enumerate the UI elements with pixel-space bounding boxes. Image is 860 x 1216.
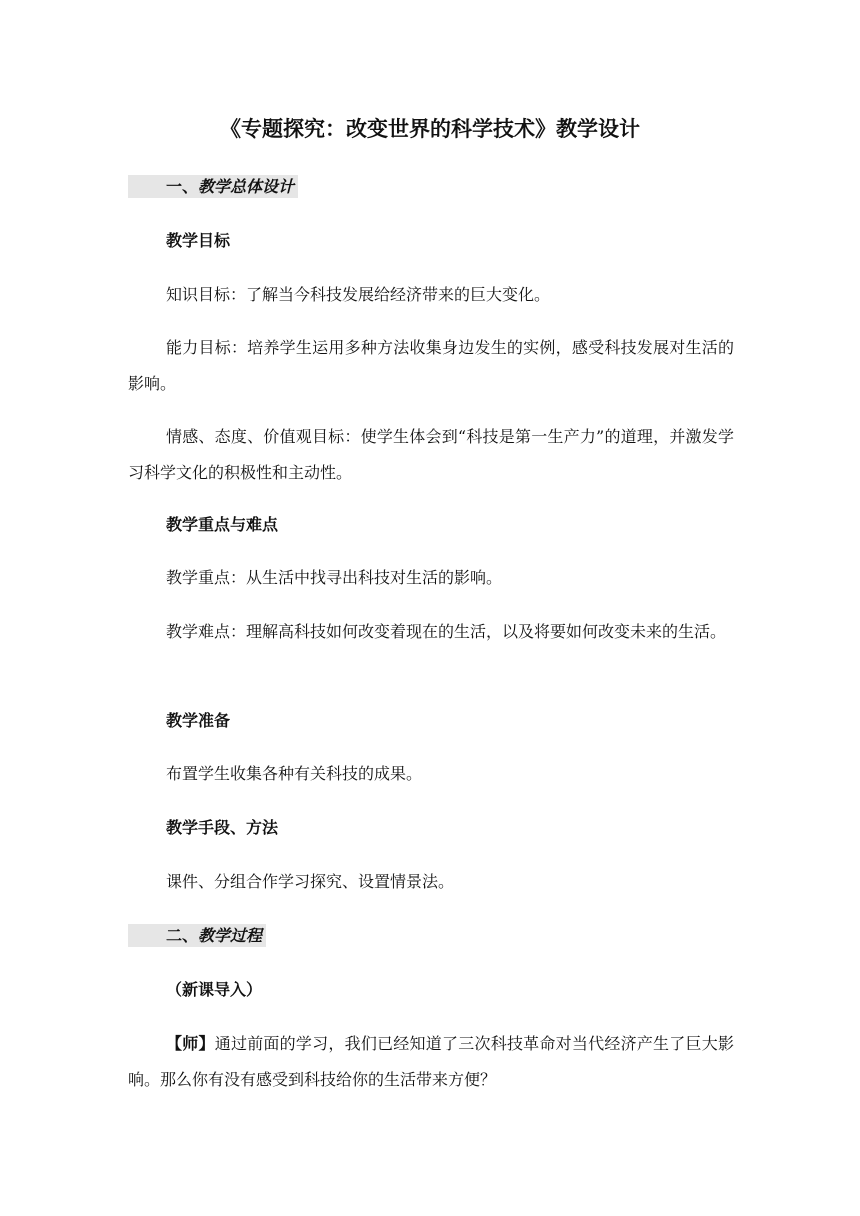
heading-new-lesson-intro: （新课导入）	[166, 980, 263, 999]
methods-text: 课件、分组合作学习探究、设置情景法。	[166, 872, 455, 891]
heading-methods: 教学手段、方法	[166, 818, 279, 837]
section-name: 教学总体设计	[198, 177, 295, 196]
key-point: 教学重点：从生活中找寻出科技对生活的影响。	[166, 568, 503, 587]
goal-ability: 能力目标：培养学生运用多种方法收集身边发生的实例，感受科技发展对生活的影响。	[128, 338, 734, 393]
section-heading-teaching-process	[128, 926, 734, 946]
document-title: 《专题探究：改变世界的科学技术》教学设计	[220, 116, 640, 141]
section-number: 二、	[166, 926, 199, 945]
heading-preparation: 教学准备	[166, 711, 231, 730]
section-name: 教学过程	[198, 926, 263, 945]
goal-emotion: 情感、态度、价值观目标：使学生体会到“科技是第一生产力”的道理，并激发学习科学文化的积极性和主动性。	[128, 427, 734, 482]
heading-teaching-goals: 教学目标	[166, 231, 231, 250]
preparation-text: 布置学生收集各种有关科技的成果。	[166, 764, 423, 783]
section-number: 一、	[166, 177, 199, 196]
teacher-paragraph	[128, 1026, 734, 1098]
section-heading-overall-design	[128, 177, 734, 197]
heading-key-and-difficult: 教学重点与难点	[166, 515, 279, 534]
teacher-tag: 【师】	[166, 1034, 215, 1053]
difficult-point: 教学难点：理解高科技如何改变着现在的生活，以及将要如何改变未来的生活。	[166, 622, 727, 641]
teacher-text: 通过前面的学习，我们已经知道了三次科技革命对当代经济产生了巨大影响。那么你有没有感受到科技给你的生活带来方便？	[128, 1034, 734, 1089]
goal-knowledge: 知识目标：了解当今科技发展给经济带来的巨大变化。	[166, 285, 551, 304]
